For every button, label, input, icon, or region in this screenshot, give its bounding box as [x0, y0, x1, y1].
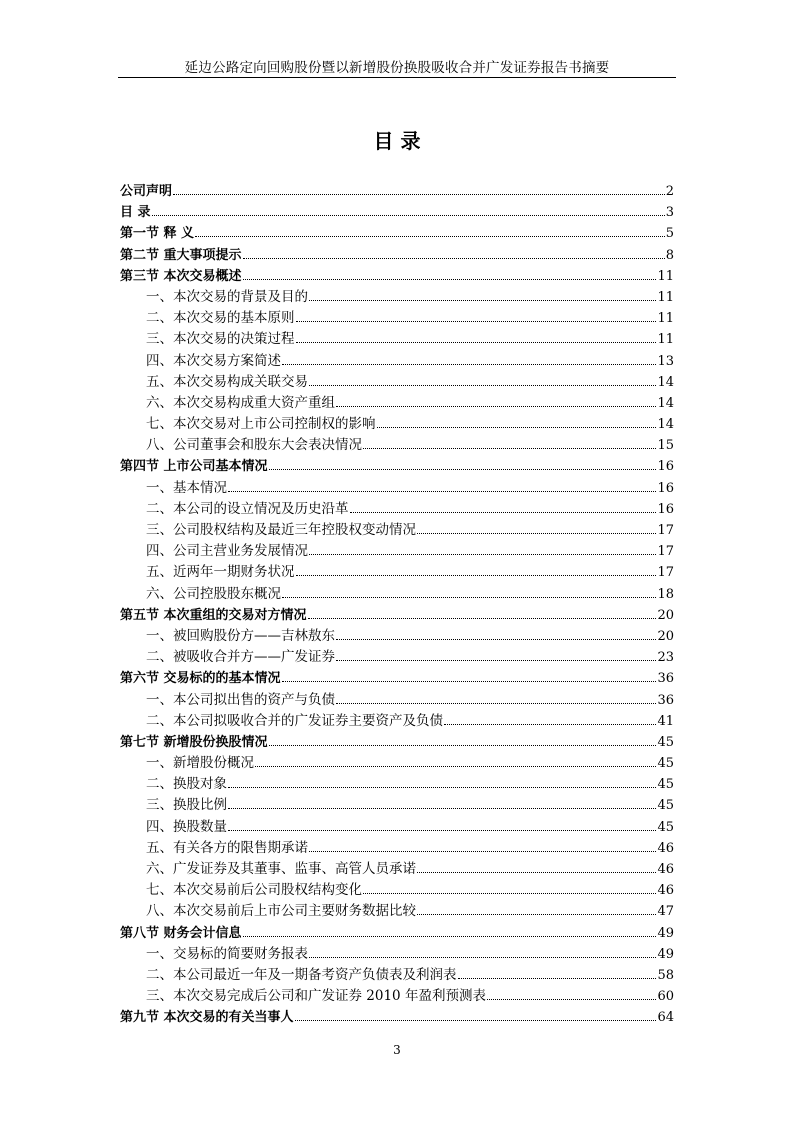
toc-entry-page-number: 47 — [657, 904, 674, 920]
page-title: 目 录 — [373, 129, 421, 153]
toc-entry-page-number: 20 — [657, 607, 674, 623]
toc-chapter-entry[interactable] — [120, 923, 674, 944]
dot-leader — [228, 787, 656, 788]
dot-leader — [228, 830, 656, 831]
toc-section-entry[interactable] — [120, 435, 674, 456]
dot-leader — [377, 427, 657, 428]
dot-leader — [243, 258, 665, 259]
dot-leader — [350, 512, 657, 513]
toc-chapter-entry[interactable] — [120, 605, 674, 626]
toc-entry-page-number: 20 — [657, 628, 674, 644]
toc-entry-page-number: 45 — [657, 819, 674, 835]
toc-entry-label: 第二节 重大事项提示 — [120, 247, 242, 263]
toc-entry-page-number: 16 — [657, 480, 674, 496]
toc-entry-label: 一、本公司拟出售的资产与负债 — [146, 691, 335, 708]
dot-leader — [296, 575, 657, 576]
toc-section-entry[interactable] — [120, 795, 674, 816]
dot-leader — [309, 385, 656, 386]
toc-section-entry[interactable] — [120, 626, 674, 647]
dot-leader — [309, 957, 656, 958]
dot-leader — [173, 194, 665, 195]
toc-entry-page-number: 17 — [657, 565, 674, 581]
toc-entry-label: 八、本次交易前后上市公司主要财务数据比较 — [146, 903, 416, 920]
toc-section-entry[interactable] — [120, 308, 674, 329]
dot-leader — [417, 872, 656, 873]
toc-entry-page-number: 17 — [657, 523, 674, 538]
toc-section-entry[interactable] — [120, 351, 674, 372]
dot-leader — [228, 808, 656, 809]
toc-entry-page-number: 11 — [657, 268, 674, 284]
toc-entry-label: 一、基本情况 — [146, 479, 227, 496]
toc-entry-page-number: 18 — [657, 586, 674, 602]
dot-leader — [296, 342, 657, 343]
dot-leader — [228, 491, 656, 492]
toc-entry-label: 六、广发证券及其董事、监事、高管人员承诺 — [146, 861, 416, 877]
toc-entry-label: 一、被回购股份方——吉林敖东 — [146, 627, 335, 644]
toc-section-entry[interactable] — [120, 541, 674, 562]
toc-chapter-entry[interactable] — [120, 732, 674, 753]
toc-entry-label: 八、公司董事会和股东大会表决情况 — [146, 437, 362, 454]
toc-entry-label: 第四节 上市公司基本情况 — [120, 459, 268, 475]
toc-entry-page-number: 16 — [657, 459, 674, 475]
toc-section-entry[interactable] — [120, 817, 674, 838]
toc-entry-label: 第八节 财务会计信息 — [120, 925, 242, 941]
toc-entry-label: 二、换股对象 — [146, 776, 227, 793]
toc-section-entry[interactable] — [120, 647, 674, 668]
toc-chapter-entry[interactable] — [120, 668, 674, 689]
toc-entry-page-number: 3 — [665, 205, 674, 221]
toc-entry-label: 三、本次交易的决策过程 — [146, 331, 295, 348]
toc-entry-label: 五、有关各方的限售期承诺 — [146, 839, 308, 856]
toc-section-entry[interactable] — [120, 753, 674, 774]
toc-entry-page-number: 41 — [657, 713, 674, 729]
toc-chapter-entry[interactable] — [120, 456, 674, 477]
dot-leader — [269, 469, 657, 470]
toc-entry-page-number: 14 — [657, 395, 674, 411]
dot-leader — [195, 236, 665, 237]
dot-leader — [243, 279, 657, 280]
toc-entry-page-number: 15 — [657, 438, 674, 454]
toc-section-entry[interactable] — [120, 287, 674, 308]
toc-entry-page-number: 46 — [657, 840, 674, 856]
toc-entry-label: 三、换股比例 — [146, 797, 227, 814]
toc-entry-page-number: 11 — [657, 289, 674, 305]
toc-entry-label: 第六节 交易标的的基本情况 — [120, 671, 281, 687]
toc-entry-label: 六、本次交易构成重大资产重组 — [146, 394, 335, 411]
toc-entry-page-number: 2 — [665, 184, 674, 199]
toc-entry-label: 一、新增股份概况 — [146, 755, 254, 772]
toc-entry-page-number: 23 — [657, 650, 674, 666]
toc-entry-label: 第三节 本次交易概述 — [120, 268, 242, 284]
toc-entry-label: 第一节 释 义 — [120, 226, 195, 242]
toc-entry-page-number: 16 — [657, 501, 674, 517]
toc-entry-label: 五、近两年一期财务状况 — [146, 564, 295, 581]
toc-section-entry[interactable] — [120, 372, 674, 393]
dot-leader — [296, 321, 657, 322]
toc-entry-label: 二、本次交易的基本原则 — [146, 310, 295, 327]
toc-entry-page-number: 49 — [657, 925, 674, 941]
toc-entry-page-number: 17 — [657, 544, 674, 560]
toc-chapter-entry[interactable] — [120, 245, 674, 266]
toc-entry-label: 四、换股数量 — [146, 818, 227, 835]
toc-entry-label: 二、本公司最近一年及一期备考资产负债表及利润表 — [146, 966, 457, 983]
toc-section-entry[interactable] — [120, 859, 674, 880]
header-divider — [118, 77, 676, 78]
toc-section-entry[interactable] — [120, 520, 674, 541]
dot-leader — [255, 766, 656, 767]
toc-entry-page-number: 11 — [657, 311, 674, 327]
dot-leader — [295, 1020, 657, 1021]
toc-entry-label: 七、本次交易对上市公司控制权的影响 — [146, 416, 376, 433]
dot-leader — [282, 681, 657, 682]
dot-leader — [417, 533, 656, 534]
toc-entry-page-number: 45 — [657, 756, 674, 772]
toc-entry-page-number: 60 — [657, 989, 674, 1005]
toc-entry-label: 三、公司股权结构及最近三年控股权变动情况 — [146, 522, 416, 538]
toc-section-entry[interactable] — [120, 965, 674, 986]
toc-entry-page-number: 14 — [657, 417, 674, 433]
toc-entry-page-number: 13 — [657, 353, 674, 369]
toc-entry-page-number: 5 — [665, 226, 674, 242]
toc-entry-label: 七、本次交易前后公司股权结构变化 — [146, 882, 362, 899]
toc-entry-page-number: 49 — [657, 946, 674, 962]
toc-entry-page-number: 8 — [665, 247, 674, 263]
toc-entry-page-number: 58 — [657, 967, 674, 983]
dot-leader — [309, 554, 656, 555]
dot-leader — [308, 618, 657, 619]
dot-leader — [336, 703, 656, 704]
dot-leader — [417, 914, 656, 915]
toc-section-entry[interactable] — [120, 329, 674, 350]
toc-entry-label: 六、公司控股股东概况 — [146, 585, 281, 602]
toc-entry-page-number: 14 — [657, 374, 674, 390]
running-header: 延边公路定向回购股份暨以新增股份换股吸收合并广发证券报告书摘要 — [184, 60, 610, 76]
toc-chapter-entry[interactable] — [120, 1007, 674, 1028]
toc-entry-label: 第七节 新增股份换股情况 — [120, 734, 268, 750]
toc-chapter-entry[interactable] — [120, 202, 674, 223]
dot-leader — [458, 978, 657, 979]
toc-entry-label: 二、本公司的设立情况及历史沿革 — [146, 500, 349, 517]
toc-entry-page-number: 36 — [657, 671, 674, 687]
toc-section-entry[interactable] — [120, 944, 674, 965]
toc-section-entry[interactable] — [120, 901, 674, 922]
dot-leader — [309, 300, 656, 301]
toc-entry-label: 一、交易标的简要财务报表 — [146, 945, 308, 962]
dot-leader — [309, 851, 656, 852]
toc-entry-page-number: 36 — [657, 692, 674, 708]
toc-section-entry[interactable] — [120, 986, 674, 1007]
toc-section-entry[interactable] — [120, 414, 674, 435]
toc-entry-label: 一、本次交易的背景及目的 — [146, 288, 308, 305]
toc-entry-label: 四、本次交易方案简述 — [146, 352, 281, 369]
dot-leader — [444, 724, 656, 725]
toc-entry-label: 第五节 本次重组的交易对方情况 — [120, 607, 307, 623]
toc-entry-page-number: 45 — [657, 734, 674, 750]
toc-section-entry[interactable] — [120, 774, 674, 795]
dot-leader — [487, 999, 657, 1000]
toc-section-entry[interactable] — [120, 584, 674, 605]
toc-entry-page-number: 45 — [657, 798, 674, 814]
dot-leader — [336, 406, 656, 407]
toc-chapter-entry[interactable] — [120, 266, 674, 287]
dot-leader — [336, 639, 656, 640]
toc-section-entry[interactable] — [120, 478, 674, 499]
toc-entry-label: 三、本次交易完成后公司和广发证券 2010 年盈利预测表 — [146, 988, 486, 1005]
toc-section-entry[interactable] — [120, 880, 674, 901]
toc-entry-page-number: 11 — [657, 332, 674, 348]
toc-entry-page-number: 46 — [657, 862, 674, 877]
toc-chapter-entry[interactable] — [120, 181, 674, 202]
toc-entry-label: 目 录 — [120, 205, 151, 221]
dot-leader — [336, 660, 656, 661]
toc-entry-label: 二、本公司拟吸收合并的广发证券主要资产及负债 — [146, 712, 443, 729]
toc-section-entry[interactable] — [120, 499, 674, 520]
dot-leader — [243, 936, 657, 937]
dot-leader — [282, 364, 656, 365]
dot-leader — [282, 597, 656, 598]
toc-section-entry[interactable] — [120, 393, 674, 414]
toc-section-entry[interactable] — [120, 562, 674, 583]
toc-entry-label: 二、被吸收合并方——广发证券 — [146, 649, 335, 666]
dot-leader — [363, 893, 656, 894]
page-number: 3 — [393, 1043, 401, 1057]
toc-section-entry[interactable] — [120, 690, 674, 711]
toc-entry-label: 五、本次交易构成关联交易 — [146, 373, 308, 390]
dot-leader — [152, 215, 665, 216]
toc-entry-page-number: 64 — [657, 1010, 674, 1026]
toc-entry-page-number: 46 — [657, 883, 674, 899]
toc-entry-label: 公司声明 — [120, 184, 173, 199]
toc-entry-label: 四、公司主营业务发展情况 — [146, 543, 308, 560]
toc-section-entry[interactable] — [120, 711, 674, 732]
toc-entry-label: 第九节 本次交易的有关当事人 — [120, 1010, 294, 1026]
dot-leader — [269, 745, 657, 746]
toc-chapter-entry[interactable] — [120, 223, 674, 244]
table-of-contents — [120, 181, 674, 1029]
toc-section-entry[interactable] — [120, 838, 674, 859]
toc-entry-page-number: 45 — [657, 777, 674, 793]
dot-leader — [363, 448, 656, 449]
